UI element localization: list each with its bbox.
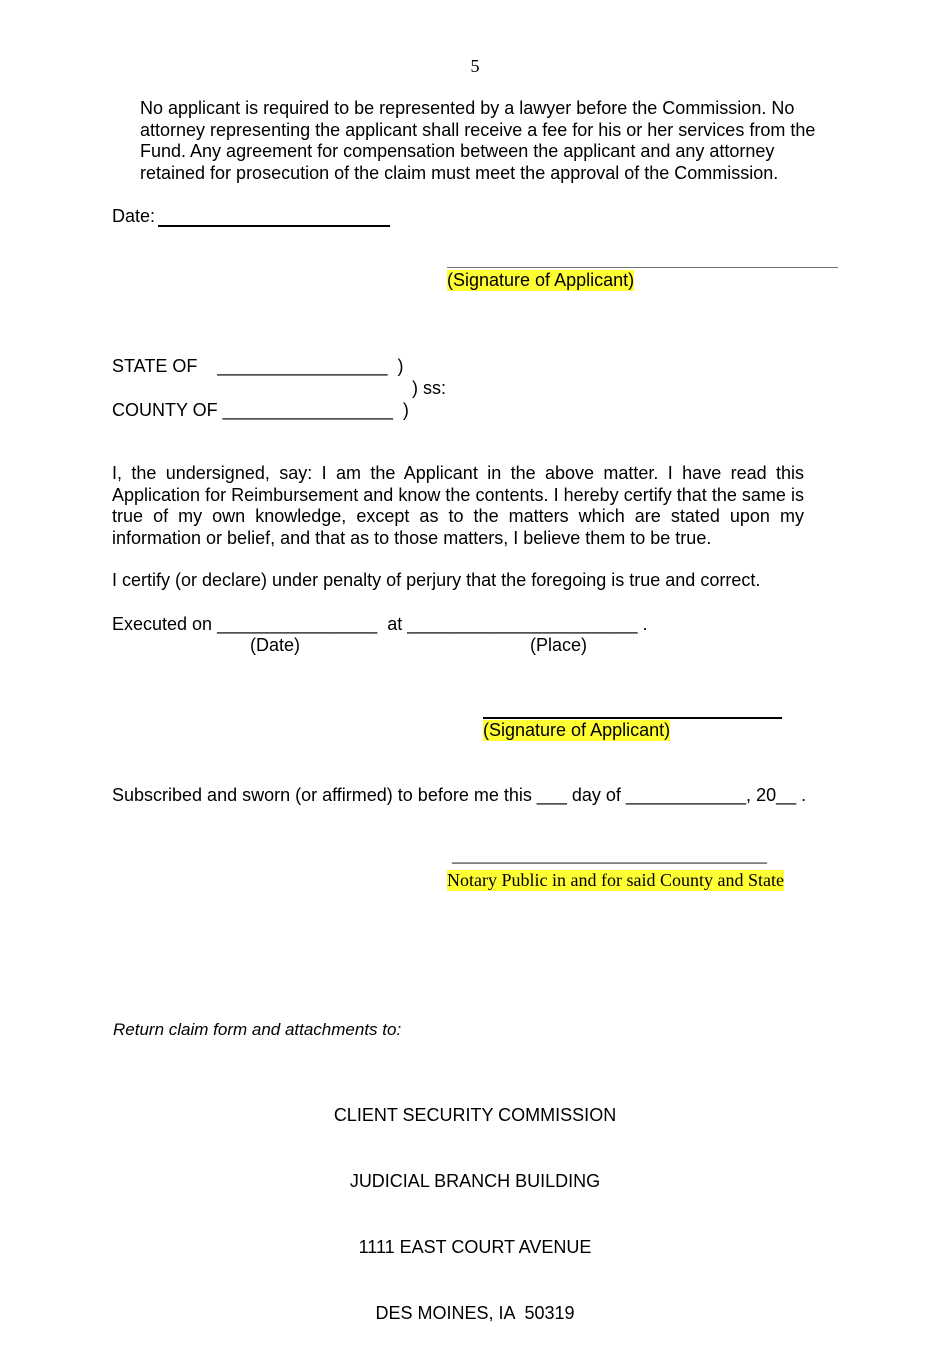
intro-paragraph: No applicant is required to be represented by a lawyer before the Commission. No attorney representing the applicant shall receive a fee for his or her services from the Fund. Any agreement for compensation between the applicant and any attorney retained for prosecution of the claim must meet the approval of the Commission.	[140, 98, 816, 183]
verification-paragraph: I, the undersigned, say: I am the Applicant in the above matter. I have read this Application for Reimbursement and know the contents. I hereby certify that the same is true of my own knowledge, except as to the matters which are stated upon my information or belief, and that as to those matters, I believe them to be true.	[112, 463, 804, 548]
address-line-4: DES MOINES, IA 50319	[375, 1303, 575, 1323]
applicant-signature-line-2[interactable]	[483, 717, 782, 719]
perjury-statement: I certify (or declare) under penalty of perjury that the foregoing is true and correct.	[112, 570, 761, 590]
address-line-2: JUDICIAL BRANCH BUILDING	[349, 1171, 601, 1191]
notary-caption: Notary Public in and for said County and State	[447, 870, 784, 890]
date-label: Date:	[112, 206, 156, 226]
venue-state-line[interactable]: STATE OF _________________ )	[112, 356, 404, 376]
executed-line[interactable]: Executed on ________________ at _______________________ .	[112, 614, 648, 634]
return-instruction: Return claim form and attachments to:	[113, 1020, 402, 1039]
signature-caption-1: (Signature of Applicant)	[447, 270, 635, 290]
notary-signature-line[interactable]: ___________________________________	[452, 845, 767, 865]
address-line-3: 1111 EAST COURT AVENUE	[358, 1237, 592, 1257]
page-number: 5	[470, 56, 480, 76]
executed-date-caption: (Date)	[250, 635, 301, 655]
venue-county-line[interactable]: COUNTY OF _________________ )	[112, 400, 409, 420]
address-line-1: CLIENT SECURITY COMMISSION	[333, 1105, 617, 1125]
signature-caption-2: (Signature of Applicant)	[483, 720, 671, 740]
venue-ss-line: ) ss:	[412, 378, 446, 398]
sworn-statement[interactable]: Subscribed and sworn (or affirmed) to before me this ___ day of ____________, 20__ .	[112, 785, 807, 805]
applicant-signature-line-1[interactable]	[447, 267, 838, 268]
date-signature-line[interactable]	[158, 225, 390, 227]
mailing-address	[0, 1060, 950, 1346]
executed-place-caption: (Place)	[530, 635, 588, 655]
